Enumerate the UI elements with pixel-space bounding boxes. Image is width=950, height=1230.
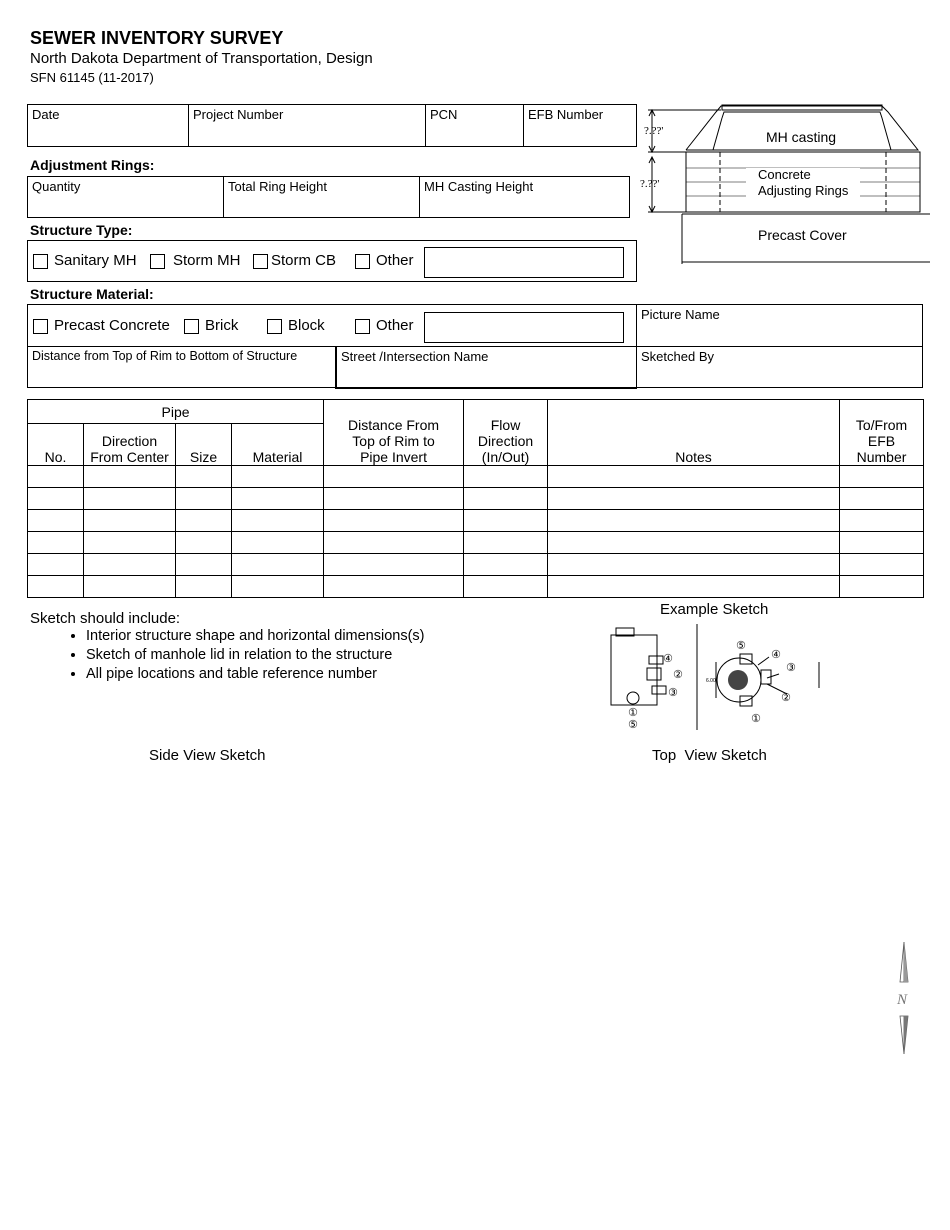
table-cell[interactable] <box>840 488 924 510</box>
sketched-by-label: Sketched By <box>641 349 714 364</box>
storm-mh-checkbox[interactable] <box>150 254 165 269</box>
structure-type-heading: Structure Type: <box>30 222 133 238</box>
example-sketch-title: Example Sketch <box>660 601 769 618</box>
pcn-field[interactable] <box>425 104 524 147</box>
top-view-sketch-area[interactable] <box>480 770 890 1210</box>
distance-rim-bottom-label: Distance from Top of Rim to Bottom of Structure <box>32 349 298 363</box>
block-label: Block <box>288 317 325 334</box>
table-cell[interactable] <box>176 554 232 576</box>
table-cell[interactable] <box>324 532 464 554</box>
efb-number-field[interactable] <box>523 104 637 147</box>
project-number-field[interactable] <box>188 104 426 147</box>
example-mark-1b: ① <box>751 712 761 725</box>
picture-name-field[interactable] <box>636 304 923 347</box>
table-cell[interactable] <box>324 488 464 510</box>
manhole-diagram <box>636 102 930 270</box>
table-cell[interactable] <box>176 576 232 598</box>
table-cell[interactable] <box>84 554 176 576</box>
table-cell[interactable] <box>548 488 840 510</box>
precast-concrete-label: Precast Concrete <box>54 317 170 334</box>
dim-label-1: ?.??' <box>644 125 664 137</box>
block-checkbox[interactable] <box>267 319 282 334</box>
project-number-label: Project Number <box>193 107 284 122</box>
example-mark-2a: ② <box>673 668 683 681</box>
example-mark-5b: ⑤ <box>736 639 746 652</box>
material-header: Material <box>232 424 324 466</box>
street-name-field[interactable] <box>335 346 637 389</box>
table-cell[interactable] <box>840 554 924 576</box>
pcn-label: PCN <box>430 107 458 122</box>
efb-number-label: EFB Number <box>528 107 604 122</box>
table-cell[interactable] <box>840 576 924 598</box>
date-field[interactable] <box>27 104 189 147</box>
example-mark-3b: ③ <box>786 661 796 674</box>
table-cell[interactable] <box>548 532 840 554</box>
table-cell[interactable] <box>84 532 176 554</box>
table-cell[interactable] <box>324 576 464 598</box>
side-view-label: Side View Sketch <box>149 747 266 764</box>
table-cell[interactable] <box>28 466 84 488</box>
pipe-group-header: Pipe <box>28 400 324 424</box>
structure-type-group <box>27 240 637 282</box>
structure-material-group <box>27 304 637 347</box>
table-cell[interactable] <box>464 576 548 598</box>
table-cell[interactable] <box>28 488 84 510</box>
precast-concrete-checkbox[interactable] <box>33 319 48 334</box>
table-cell[interactable] <box>176 488 232 510</box>
no-header: No. <box>28 424 84 466</box>
table-cell[interactable] <box>840 510 924 532</box>
table-cell[interactable] <box>232 576 324 598</box>
table-cell[interactable] <box>232 510 324 532</box>
concrete-label: Concrete <box>758 167 811 182</box>
table-cell[interactable] <box>28 510 84 532</box>
table-cell[interactable] <box>84 576 176 598</box>
precast-cover-label: Precast Cover <box>758 227 847 243</box>
table-cell[interactable] <box>176 466 232 488</box>
top-view-label: Top View Sketch <box>652 747 767 764</box>
street-name-label: Street /Intersection Name <box>341 349 489 364</box>
table-cell[interactable] <box>840 466 924 488</box>
table-cell[interactable] <box>464 466 548 488</box>
table-cell[interactable] <box>464 488 548 510</box>
table-cell[interactable] <box>548 466 840 488</box>
table-cell[interactable] <box>548 510 840 532</box>
flow-header: Flow Direction (In/Out) <box>464 400 548 466</box>
instruction-item: • All pipe locations and table reference number <box>86 665 425 684</box>
instruction-item: • Sketch of manhole lid in relation to the structure <box>86 646 425 665</box>
other-type-checkbox[interactable] <box>355 254 370 269</box>
table-cell[interactable] <box>324 554 464 576</box>
table-row <box>28 554 924 576</box>
table-cell[interactable] <box>324 510 464 532</box>
sanitary-mh-checkbox[interactable] <box>33 254 48 269</box>
table-cell[interactable] <box>464 510 548 532</box>
picture-name-label: Picture Name <box>641 307 720 322</box>
sketched-by-field[interactable] <box>636 346 923 388</box>
storm-mh-label: Storm MH <box>173 252 241 269</box>
table-row <box>28 576 924 598</box>
mh-casting-label: MH casting <box>766 129 837 145</box>
instructions-list <box>56 627 425 684</box>
north-label: N <box>897 992 908 1008</box>
distance-header: Distance From Top of Rim to Pipe Invert <box>324 400 464 466</box>
instruction-item: • Interior structure shape and horizontal dimensions(s) <box>86 627 425 646</box>
brick-label: Brick <box>205 317 239 334</box>
total-ring-height-field[interactable] <box>223 176 420 218</box>
other-material-checkbox[interactable] <box>355 319 370 334</box>
other-type-input[interactable] <box>424 247 624 278</box>
table-cell[interactable] <box>84 510 176 532</box>
table-cell[interactable] <box>548 554 840 576</box>
example-mark-2b: ② <box>781 691 791 704</box>
table-cell[interactable] <box>232 488 324 510</box>
instructions-heading: Sketch should include: <box>30 610 181 627</box>
pipe-table <box>27 399 924 598</box>
adjusting-rings-label: Adjusting Rings <box>758 183 849 198</box>
other-material-label: Other <box>376 317 414 334</box>
form-title: SEWER INVENTORY SURVEY <box>30 28 284 48</box>
mh-casting-height-label: MH Casting Height <box>424 179 534 194</box>
table-cell[interactable] <box>232 466 324 488</box>
table-cell[interactable] <box>840 532 924 554</box>
other-type-label: Other <box>376 252 414 269</box>
structure-material-heading: Structure Material: <box>30 286 154 302</box>
table-cell[interactable] <box>28 554 84 576</box>
table-cell[interactable] <box>84 488 176 510</box>
table-row <box>28 532 924 554</box>
example-sketch <box>605 622 835 734</box>
department-name: North Dakota Department of Transportation, Design <box>30 50 373 67</box>
other-material-input[interactable] <box>424 312 624 343</box>
brick-checkbox[interactable] <box>184 319 199 334</box>
storm-cb-label: Storm CB <box>271 252 337 269</box>
table-cell[interactable] <box>464 554 548 576</box>
example-dim-label: 6.00' <box>706 678 717 684</box>
total-ring-height-label: Total Ring Height <box>228 179 327 194</box>
example-mark-4a: ④ <box>663 652 673 665</box>
table-cell[interactable] <box>176 510 232 532</box>
distance-rim-bottom-field[interactable] <box>27 346 336 388</box>
efb-header: To/From EFB Number <box>840 400 924 466</box>
table-cell[interactable] <box>324 466 464 488</box>
table-row <box>28 466 924 488</box>
form-number: SFN 61145 (11-2017) <box>30 70 154 85</box>
quantity-label: Quantity <box>32 179 81 194</box>
table-cell[interactable] <box>84 466 176 488</box>
size-header: Size <box>176 424 232 466</box>
table-cell[interactable] <box>232 554 324 576</box>
table-cell[interactable] <box>28 532 84 554</box>
adjustment-rings-heading: Adjustment Rings: <box>30 157 155 173</box>
dim-label-2: ?.??' <box>640 178 660 190</box>
table-row <box>28 488 924 510</box>
sanitary-mh-label: Sanitary MH <box>54 252 137 269</box>
storm-cb-checkbox[interactable] <box>253 254 268 269</box>
side-view-sketch-area[interactable] <box>27 770 457 1210</box>
notes-header: Notes <box>548 400 840 466</box>
table-cell[interactable] <box>464 532 548 554</box>
north-arrow-icon <box>893 940 915 1058</box>
quantity-field[interactable] <box>27 176 224 218</box>
date-label: Date <box>32 107 60 122</box>
table-cell[interactable] <box>548 576 840 598</box>
example-mark-5a: ⑤ <box>628 718 638 731</box>
example-mark-3a: ③ <box>668 686 678 699</box>
table-cell[interactable] <box>176 532 232 554</box>
example-mark-1a: ① <box>628 706 638 719</box>
example-mark-4b: ④ <box>771 648 781 661</box>
table-cell[interactable] <box>28 576 84 598</box>
table-row <box>28 510 924 532</box>
mh-casting-height-field[interactable] <box>419 176 630 218</box>
table-cell[interactable] <box>232 532 324 554</box>
direction-header: Direction From Center <box>84 424 176 466</box>
